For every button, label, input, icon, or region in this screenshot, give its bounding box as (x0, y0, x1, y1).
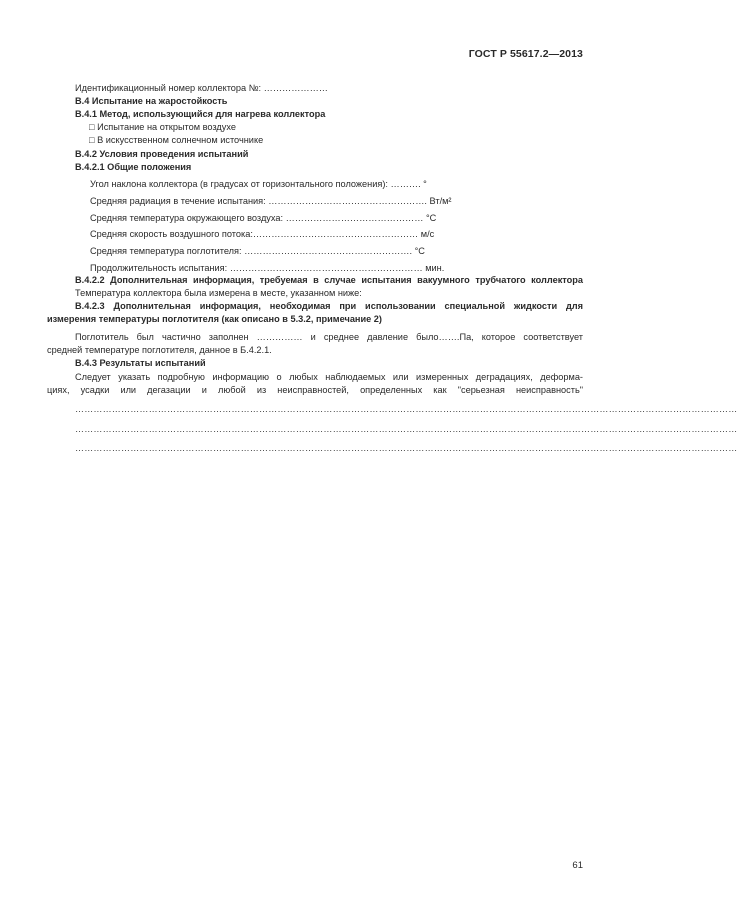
section-b422-heading: В.4.2.2 Дополнительная информация, требуемая в случае испытания вакуумного трубчатого коллектора (75, 275, 583, 285)
section-b423-heading-line1: В.4.2.3 Дополнительная информация, необходимая при использовании специальной жидкости для (75, 301, 583, 311)
blank-dotted-line: ……………………………………………………………………………………………………………………………………………………………………………………………… (75, 424, 737, 434)
section-b41-heading: В.4.1 Метод, использующийся для нагрева коллектора (75, 109, 326, 119)
blank-dotted-line: ……………………………………………………………………………………………………………………………………………………………………………………………… (75, 404, 737, 414)
results-paragraph-line2: циях, усадки или дегазации и любой из неисправностей, определенных как "серьезная неисправность" (47, 385, 583, 395)
test-duration-field: Продолжительность испытания: ……………………………………………………… мин. (90, 263, 445, 273)
section-b421-heading: В.4.2.1 Общие положения (75, 162, 192, 172)
filling-paragraph-line1: Поглотитель был частично заполнен …………… и среднее давление было…….Па, которое соответствует (75, 332, 583, 342)
section-b4-heading: В.4 Испытание на жаростойкость (75, 96, 228, 106)
blank-dotted-line: ……………………………………………………………………………………………………………………………………………………………………………………………… (75, 443, 737, 453)
measurement-location-text: Температура коллектора была измерена в месте, указанном ниже: (75, 288, 362, 298)
section-b423-heading-line2: измерения температуры поглотителя (как описано в 5.3.2, примечание 2) (47, 314, 382, 324)
results-paragraph-line1: Следует указать подробную информацию о любых наблюдаемых или измеренных деградациях, деформа- (75, 372, 583, 382)
filling-paragraph-line2: средней температуре поглотителя, данное в Б.4.2.1. (47, 345, 272, 355)
ambient-temperature-field: Средняя температура окружающего воздуха: ……………………………………… °С (90, 213, 437, 223)
collector-id-line: Идентификационный номер коллектора №: ………………… (75, 83, 328, 93)
page-number: 61 (572, 860, 583, 871)
standard-header: ГОСТ Р 55617.2—2013 (468, 48, 583, 60)
section-b43-heading: В.4.3 Результаты испытаний (75, 358, 206, 368)
tilt-angle-field: Угол наклона коллектора (в градусах от горизонтального положения): ………. ° (90, 179, 427, 189)
section-b42-heading: В.4.2 Условия проведения испытаний (75, 149, 249, 159)
option-open-air: □ Испытание на открытом воздухе (89, 122, 236, 132)
absorber-temperature-field: Средняя температура поглотителя: ………………………………………………. °С (90, 246, 425, 256)
air-speed-field: Средняя скорость воздушного потока:……………………………………………… м/с (90, 229, 435, 239)
option-solar-simulator: □ В искусственном солнечном источнике (89, 135, 264, 145)
mean-irradiance-field: Средняя радиация в течение испытания: ……………………………………………. Вт/м² (90, 196, 452, 206)
